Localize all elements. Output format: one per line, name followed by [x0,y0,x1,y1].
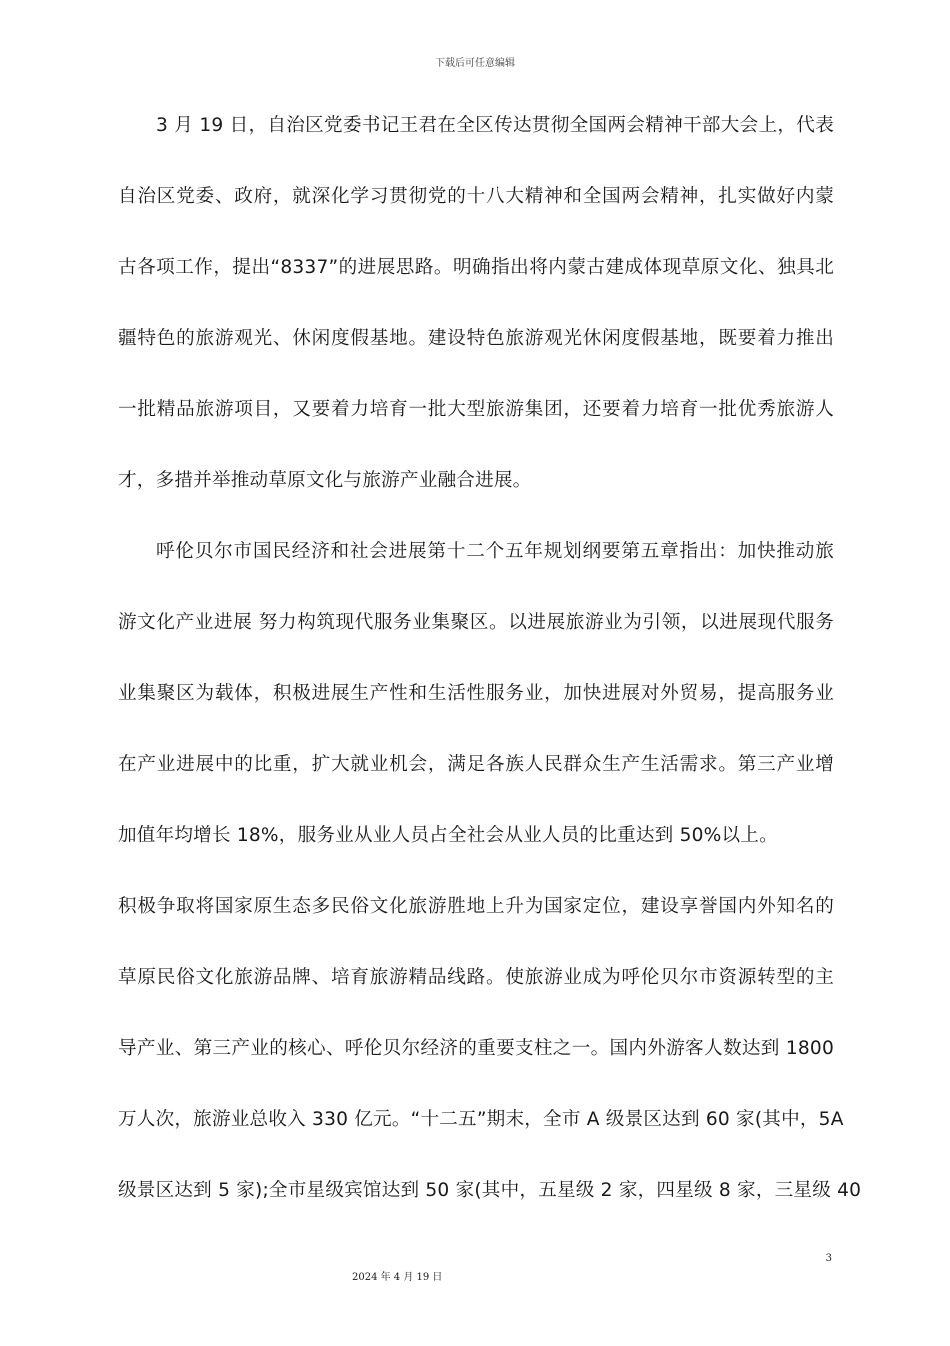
text-line: 积极争取将国家原生态多民俗文化旅游胜地上升为国家定位，建设享誉国内外知名的 [118,896,834,917]
header-note: 下载后可任意编辑 [435,58,515,69]
text-line: 级景区达到 5 家);全市星级宾馆达到 50 家(其中，五星级 2 家，四星级 8 家，三星级 40 [118,1180,862,1201]
text-line: 呼伦贝尔市国民经济和社会进展第十二个五年规划纲要第五章指出：加快推动旅 [156,541,834,562]
text-line: 疆特色的旅游观光、休闲度假基地。建设特色旅游观光休闲度假基地，既要着力推出 [118,328,834,349]
text-line: 游文化产业进展 努力构筑现代服务业集聚区。以进展旅游业为引领，以进展现代服务 [118,612,834,633]
footer-date: 2024 年 4 月 19 日 [352,1272,443,1283]
text-line: 古各项工作，提出“8337”的进展思路。明确指出将内蒙古建成体现草原文化、独具北 [118,257,834,278]
text-line: 导产业、第三产业的核心、呼伦贝尔经济的重要支柱之一。国内外游客人数达到 1800 [118,1038,834,1059]
text-line: 在产业进展中的比重，扩大就业机会，满足各族人民群众生产生活需求。第三产业增 [118,754,834,775]
text-line: 加值年均增长 18%，服务业从业人员占全社会从业人员的比重达到 50%以上。 [118,825,778,846]
text-line: 万人次，旅游业总收入 330 亿元。“十二五”期末，全市 A 级景区达到 60 家(其中，5A [118,1109,844,1130]
text-line: 才，多措并举推动草原文化与旅游产业融合进展。 [118,470,532,491]
paragraph-3 [118,884,862,1239]
text-line: 草原民俗文化旅游品牌、培育旅游精品线路。使旅游业成为呼伦贝尔市资源转型的主 [118,967,834,988]
text-line: 3 月 19 日，自治区党委书记王君在全区传达贯彻全国两会精神干部大会上，代表 [156,115,834,136]
text-line: 自治区党委、政府，就深化学习贯彻党的十八大精神和全国两会精神，扎实做好内蒙 [118,186,834,207]
page-number: 3 [825,1253,832,1264]
paragraph-1 [118,103,834,529]
text-line: 一批精品旅游项目，又要着力培育一批大型旅游集团，还要着力培育一批优秀旅游人 [118,399,834,420]
text-line: 业集聚区为载体，积极进展生产性和生活性服务业，加快进展对外贸易，提高服务业 [118,683,834,704]
document-body [118,103,862,1239]
paragraph-2 [118,529,834,884]
